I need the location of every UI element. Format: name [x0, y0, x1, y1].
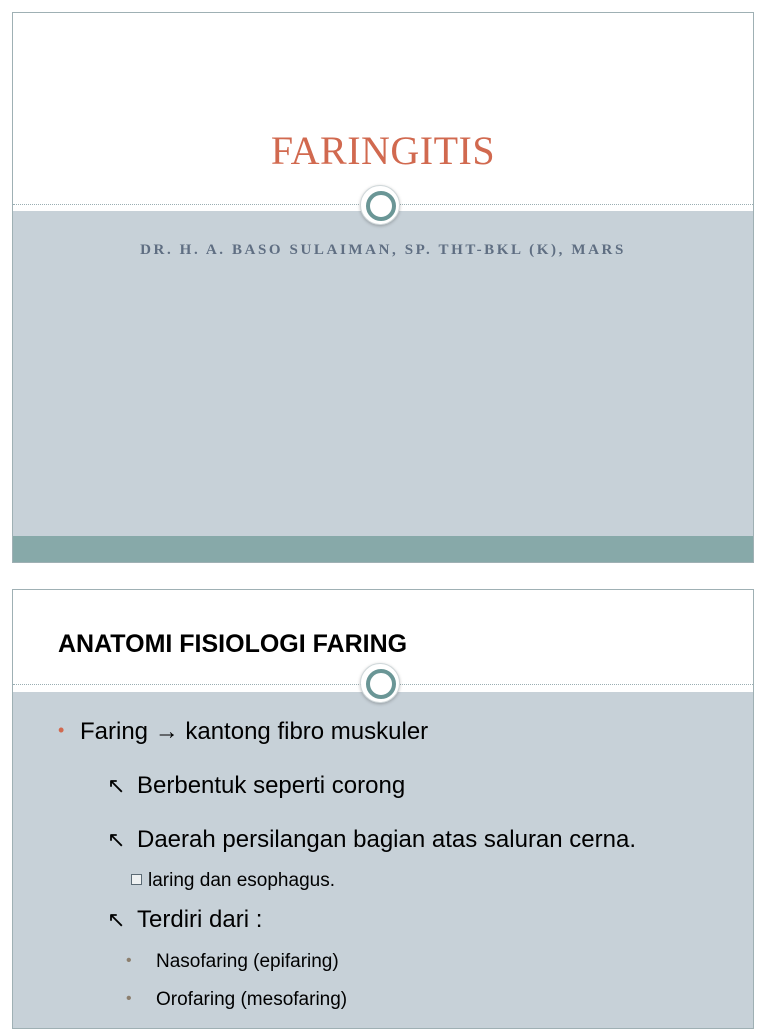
round-bullet-icon: • [126, 952, 132, 969]
title-area [13, 13, 753, 206]
slide-heading: ANATOMI FISIOLOGI FARING [58, 630, 408, 658]
footer-band [13, 536, 753, 562]
bullet-item [131, 870, 335, 892]
bullet-item [58, 718, 428, 746]
content-slide [12, 589, 754, 1029]
slide-subtitle: DR. H. A. BASO SULAIMAN, SP. THT-BKL (K), MARS [140, 242, 626, 258]
bullet-text: Berbentuk seperti corong [137, 772, 406, 799]
bullet-text: Nasofaring (epifaring) [156, 951, 339, 972]
circle-ornament-icon [360, 185, 400, 225]
bullet-item [107, 906, 262, 934]
round-bullet-icon: • [58, 720, 65, 740]
bullet-text: Terdiri dari : [137, 906, 263, 933]
bullet-text: Faring → kantong fibro muskuler [80, 718, 429, 745]
bullet-item [107, 772, 405, 800]
arrow-bullet-icon: ↖ [107, 907, 126, 932]
bullet-item [126, 951, 339, 973]
round-bullet-icon: • [126, 990, 132, 1007]
square-bullet-icon [131, 874, 142, 885]
bullet-text: laring dan esophagus. [148, 870, 335, 891]
circle-ornament-icon [360, 663, 400, 703]
body-area [13, 211, 753, 536]
bullet-text: Orofaring (mesofaring) [156, 989, 348, 1010]
slide-title: FARINGITIS [270, 128, 496, 173]
bullet-text: Daerah persilangan bagian atas saluran cerna. [137, 826, 636, 853]
bullet-item [126, 989, 347, 1011]
title-slide [12, 12, 754, 563]
bullet-item [107, 826, 636, 854]
arrow-bullet-icon: ↖ [107, 827, 126, 852]
arrow-bullet-icon: ↖ [107, 773, 126, 798]
